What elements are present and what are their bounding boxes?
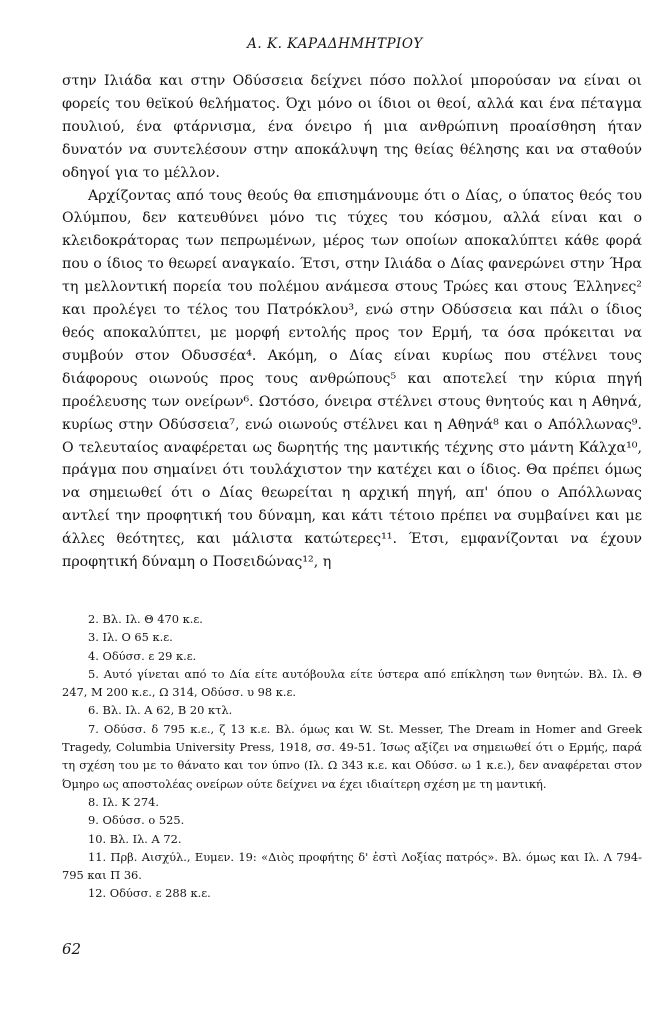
- footnote-6: 6. Βλ. Ιλ. Α 62, Β 20 κτλ.: [88, 703, 233, 718]
- paragraph-1: στην Ιλιάδα και στην Οδύσσεια δείχνει πόσο πολλοί μπορούσαν να είναι οι φορείς του θεϊκού θελήματος. Όχι μόνο οι ίδιοι οι θεοί, αλλά και ένα πέταγμα πουλιού, ένα φτάρνισμα, ένα όνειρο ή μια ανθρώπινη προαίσθηση ήταν δυνατόν να συντελέσουν στην αποκάλυψη της θείας θέλησης και να σταθούν οδηγοί για το μέλλον.: [62, 73, 642, 181]
- footnote-7: 7. Οδύσσ. δ 795 κ.ε., ζ 13 κ.ε. Βλ. όμως και W. St. Messer, The Dream in Homer and Greek Tragedy, Columbia University Press, 1918, σσ. 49-51. Ίσως αξίζει να σημειωθεί ότι ο Ερμής, παρά τη σχέση του με το θάνατο και τον ύπνο (Ιλ. Ω 343 κ.ε. και Οδύσσ. ω 1 κ.ε.), δεν αναφέρεται στον Όμηρο ως αποστολέας ονείρων ούτε δείχνει να έχει ιδιαίτερη σχέση με τη μαντική.: [62, 721, 642, 791]
- footnote-4: 4. Οδύσσ. ε 29 κ.ε.: [88, 648, 197, 663]
- page-number: 62: [62, 940, 82, 958]
- footnote-11: 11. Πρβ. Αισχύλ., Ευμεν. 19: «Διὸς προφήτης δ' ἐστὶ Λοξίας πατρός». Βλ. όμως και Ιλ. Λ 794-795 και Π 36.: [62, 849, 642, 883]
- running-header: A. K. ΚΑΡΑΔΗΜΗΤΡΙΟΥ: [247, 36, 423, 52]
- footnote-2: 2. Βλ. Ιλ. Θ 470 κ.ε.: [88, 612, 203, 626]
- footnote-9: 9. Οδύσσ. ο 525.: [88, 813, 185, 828]
- footnote-10: 10. Βλ. Ιλ. Α 72.: [88, 831, 182, 846]
- main-text: [62, 70, 642, 574]
- footnote-12: 12. Οδύσσ. ε 288 κ.ε.: [88, 886, 211, 901]
- footnote-8: 8. Ιλ. Κ 274.: [88, 794, 159, 809]
- footnote-3: 3. Ιλ. Ο 65 κ.ε.: [88, 630, 173, 645]
- footnote-5: 5. Αυτό γίνεται από το Δία είτε αυτόβουλα είτε ύστερα από επίκληση των θνητών. Βλ. Ιλ. Θ 247, Μ 200 κ.ε., Ω 314, Οδύσσ. υ 98 κ.ε.: [62, 666, 642, 700]
- paragraph-2: Αρχίζοντας από τους θεούς θα επισημάνουμε ότι ο Δίας, ο ύπατος θεός του Ολύμπου, δεν κατευθύνει μόνο τις τύχες του κόσμου, αλλά είναι και ο κλειδοκράτορας των πεπρωμένων, μέρος των οποίων αποκαλύπτει κάθε φορά που ο ίδιος το θεωρεί αναγκαίο. Έτσι, στην Ιλιάδα ο Δίας φανερώνει στην Ήρα τη μελλοντική πορεία του πολέμου ανάμεσα στους Τρώες και στους Έλληνες² και προλέγει το τέλος του Πατρόκλου³, ενώ στην Οδύσσεια και πάλι ο ίδιος θεός αποκαλύπτει, με μορφή εντολής προς τον Ερμή, τα όσα πρόκειται να συμβούν στον Οδυσσέα⁴. Ακόμη, ο Δίας είναι κυρίως που στέλνει τους διάφορους οιωνούς προς τους ανθρώπους⁵ και αποτελεί την κύρια πηγή προέλευσης των ονείρων⁶. Ωστόσο, όνειρα στέλνει στους θνητούς και η Αθηνά, κυρίως στην Οδύσσεια⁷, ενώ οιωνούς στέλνει και η Αθηνά⁸ και ο Απόλλωνας⁹. Ο τελευταίος αναφέρεται ως δωρητής της μαντικής τέχνης στο μάντη Κάλχα¹⁰, πράγμα που σημαίνει ότι τουλάχιστον την κατέχει και ο ίδιος. Θα πρέπει όμως να σημειωθεί ότι ο Δίας θεωρείται η αρχική πηγή, απ' όπου ο Απόλλωνας αντλεί την προφητική του δύναμη, και κάτι τέτοιο πρέπει να συμβαίνει και με άλλες θεότητες, και μάλιστα κατώτερες¹¹. Έτσι, εμφανίζονται να έχουν προφητική δύναμη ο Ποσειδώνας¹², η: [62, 187, 642, 571]
- footnotes: [62, 610, 642, 903]
